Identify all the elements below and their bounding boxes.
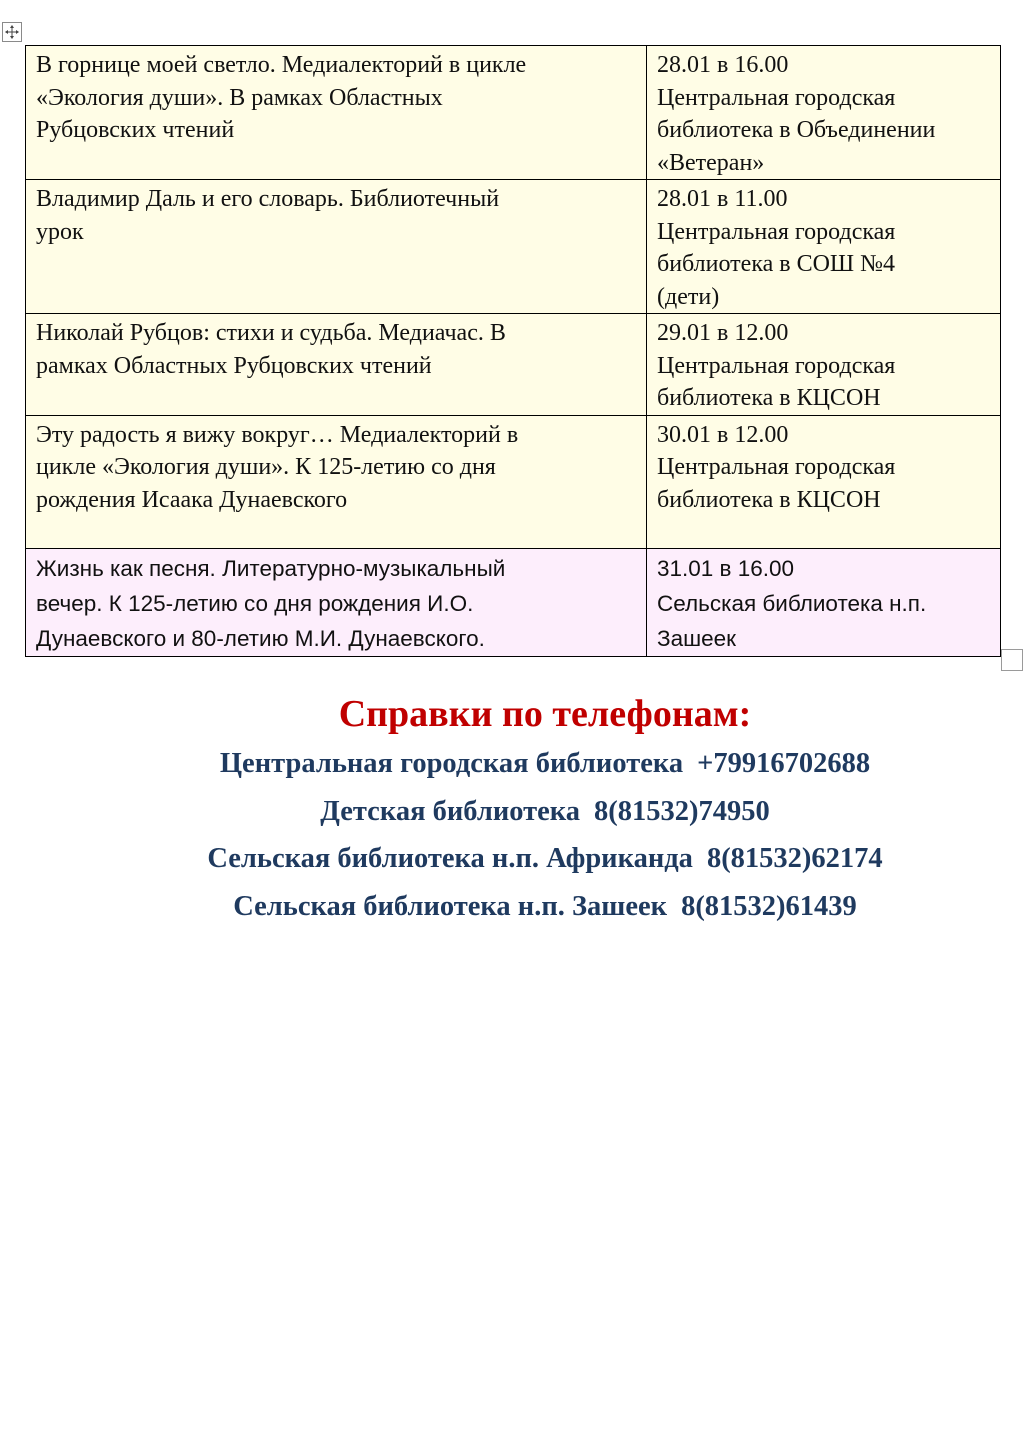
event-place-line: Центральная городская <box>657 84 896 111</box>
contact-phone: 8(81532)62174 <box>706 843 883 874</box>
event-time-place-cell[interactable] <box>647 415 1001 548</box>
contact-phone: 8(81532)74950 <box>594 795 770 827</box>
event-time-place-cell[interactable] <box>647 180 1001 314</box>
event-line: «Экология души». В рамках Областных <box>36 84 443 111</box>
contact-entry <box>60 835 1024 883</box>
event-line: Жизнь как песня. Литературно-музыкальный <box>36 555 506 581</box>
event-line: Владимир Даль и его словарь. Библиотечный <box>36 186 500 212</box>
event-place-line: Центральная городская <box>657 454 896 480</box>
event-place-line: (дети) <box>657 283 720 310</box>
event-line: рамках Областных Рубцовских чтений <box>36 352 432 379</box>
table-move-handle-icon[interactable] <box>2 22 22 42</box>
contact-phone: +79916702688 <box>697 748 871 779</box>
event-place-line: библиотека в СОШ №4 <box>657 251 896 277</box>
event-place-line: библиотека в КЦСОН <box>657 486 881 513</box>
event-line: Рубцовских чтений <box>36 117 235 143</box>
event-line: цикле «Экология души». К 125-летию со дня <box>36 454 496 480</box>
event-title-cell[interactable] <box>26 415 647 548</box>
table-row <box>26 46 1001 180</box>
event-place-line: Сельская библиотека н.п. <box>657 590 927 616</box>
contact-name: Детская библиотека <box>320 795 581 827</box>
event-title-cell[interactable] <box>26 46 647 180</box>
contact-entry <box>60 740 1024 788</box>
table-row <box>26 548 1001 656</box>
contacts-section <box>60 688 1024 930</box>
event-place-line: Центральная городская <box>657 218 896 245</box>
event-place-line: Центральная городская <box>657 352 896 379</box>
contacts-title: Справки по телефонам: <box>338 693 752 735</box>
event-line: В горнице моей светло. Медиалекторий в цикле <box>36 52 527 78</box>
event-place-line: Зашеек <box>657 625 737 651</box>
contact-phone: 8(81532)61439 <box>681 890 857 922</box>
table-resize-handle-icon[interactable] <box>1001 649 1023 671</box>
event-line: Николай Рубцов: стихи и судьба. Медиачас. В <box>36 320 506 346</box>
contact-entry <box>60 788 1024 836</box>
event-datetime: 29.01 в 12.00 <box>657 320 789 346</box>
event-place-line: библиотека в КЦСОН <box>657 385 881 411</box>
event-line: Эту радость я вижу вокруг… Медиалекторий в <box>36 421 519 448</box>
event-time-place-cell[interactable] <box>647 548 1001 656</box>
events-table <box>25 45 1001 657</box>
table-row <box>26 314 1001 416</box>
contact-name: Сельская библиотека н.п. Африканда <box>207 843 693 874</box>
contact-entry <box>60 883 1024 931</box>
event-datetime: 30.01 в 12.00 <box>657 421 789 448</box>
event-title-cell[interactable] <box>26 314 647 416</box>
event-line: вечер. К 125-летию со дня рождения И.О. <box>36 590 474 616</box>
event-line: Дунаевского и 80-летию М.И. Дунаевского. <box>36 625 485 651</box>
event-time-place-cell[interactable] <box>647 314 1001 416</box>
event-line: урок <box>36 218 84 245</box>
event-time-place-cell[interactable] <box>647 46 1001 180</box>
event-line: рождения Исаака Дунаевского <box>36 486 348 513</box>
event-title-cell[interactable] <box>26 180 647 314</box>
event-title-cell[interactable] <box>26 548 647 656</box>
event-place-line: «Ветеран» <box>657 149 765 176</box>
table-row <box>26 415 1001 548</box>
event-datetime: 28.01 в 11.00 <box>657 186 788 212</box>
event-place-line: библиотека в Объединении <box>657 117 936 143</box>
event-datetime: 28.01 в 16.00 <box>657 52 789 78</box>
table-row <box>26 180 1001 314</box>
contact-name: Центральная городская библиотека <box>219 748 684 779</box>
contact-name: Сельская библиотека н.п. Зашеек <box>233 890 668 922</box>
event-datetime: 31.01 в 16.00 <box>657 555 795 581</box>
